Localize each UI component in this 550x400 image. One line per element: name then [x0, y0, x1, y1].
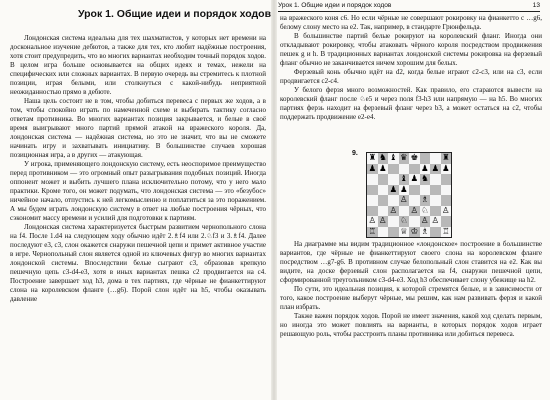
running-head [278, 2, 540, 12]
board-square [441, 227, 452, 238]
board-square [430, 227, 441, 238]
board-square [378, 174, 389, 185]
chess-piece: ♙ [378, 216, 387, 226]
board-square [367, 227, 378, 238]
chess-piece: ♘ [420, 205, 429, 216]
paragraph: Ферзевый конь обычно идёт на d2, когда белые играют c2-c3, или на c3, если продвигается c2-c4. [280, 68, 542, 85]
board-square [388, 174, 399, 185]
board-square [388, 195, 399, 206]
board-square [420, 195, 431, 206]
chess-piece: ♝ [389, 153, 398, 163]
chess-piece: ♚ [410, 153, 419, 163]
board-square [388, 206, 399, 217]
board-square [399, 174, 410, 185]
chess-piece: ♟ [420, 163, 429, 174]
chess-diagram [352, 150, 452, 238]
board-square [441, 174, 452, 185]
chess-piece: ♙ [368, 216, 377, 226]
chess-piece: ♙ [389, 205, 398, 216]
diagram-number: 9. [352, 150, 358, 157]
board-square [409, 153, 420, 164]
left-page [0, 0, 274, 400]
board-square [409, 206, 420, 217]
lesson-title: Урок 1. Общие идеи и порядок ходов [78, 8, 272, 20]
board-square [441, 185, 452, 196]
chess-piece: ♘ [399, 216, 408, 226]
board-square [441, 164, 452, 175]
chess-piece: ♖ [368, 226, 377, 237]
right-body-text-top [280, 14, 542, 122]
paragraph: Также важен порядок ходов. Порой не имеет значения, какой ход сделать первым, но иногда это может повлиять на варианты, в которых порядок ходов играет решающую роль, чтобы расстроить планы противника или добиться перевеса. [280, 312, 542, 338]
board-square [399, 206, 410, 217]
board-square [420, 227, 431, 238]
board-square [430, 195, 441, 206]
board-square [388, 227, 399, 238]
board-square [367, 174, 378, 185]
chess-piece: ♞ [378, 153, 387, 163]
board-square [441, 206, 452, 217]
paragraph: У белого ферзя много возможностей. Как правило, его стараются вывести на королевский фланг после ♘e5 и через поля f3-h3 или напрямую — на h5. Во многих партиях ферзь находит на ферзевый фланг через b3, а может остаться на c2, чтобы поддержать продвижение e2-e4. [280, 86, 542, 121]
chess-piece: ♟ [431, 163, 440, 174]
board-square [399, 216, 410, 227]
chess-piece: ♟ [441, 163, 450, 174]
board-square [420, 164, 431, 175]
board-square [367, 185, 378, 196]
chess-piece: ♙ [399, 195, 408, 205]
chess-piece: ♞ [420, 174, 429, 184]
board-square [388, 216, 399, 227]
board-square [378, 216, 389, 227]
board-square [430, 216, 441, 227]
board-square [367, 206, 378, 217]
board-square [430, 153, 441, 164]
chess-piece: ♕ [399, 226, 408, 237]
chess-piece: ♙ [410, 205, 419, 216]
chess-piece: ♟ [410, 174, 419, 184]
board-square [399, 195, 410, 206]
board-square [430, 206, 441, 217]
board-square [409, 216, 420, 227]
board-square [378, 164, 389, 175]
right-page [274, 0, 550, 400]
chess-piece: ♙ [441, 205, 450, 216]
board-square [420, 206, 431, 217]
board-square [430, 174, 441, 185]
paragraph: Лондонская система идеальна для тех шахматистов, у которых нет времени на доскональное изучение дебютов, а также для тех, кто любит надёжные построения, хотя стоит предупредить, что во многих вариантах необходим точный порядок ходов. В целом игра больше основывается на общих идеях и темах, нежели на специфических или сложных вариантах. В первую очередь вы стремитесь к плотной позиции, играя белыми, или столкнуться с какой-нибудь неприятной неожиданностью прямо в дебюте. [10, 34, 266, 96]
chess-piece: ♟ [389, 184, 398, 195]
chess-piece: ♙ [420, 216, 429, 226]
board-square [420, 174, 431, 185]
board-square [399, 164, 410, 175]
board-square [399, 153, 410, 164]
chess-piece: ♗ [420, 195, 429, 205]
board-square [420, 216, 431, 227]
board-square [441, 153, 452, 164]
right-body-text-bottom [280, 240, 542, 339]
board-square [441, 216, 452, 227]
board-square [378, 195, 389, 206]
chess-piece: ♝ [399, 174, 408, 184]
board-square [420, 153, 431, 164]
chess-board [366, 152, 452, 238]
board-square [367, 216, 378, 227]
board-square [441, 195, 452, 206]
board-square [388, 164, 399, 175]
board-square [378, 227, 389, 238]
paragraph: У игрока, применяющего лондонскую систему, есть неоспоримое преимущество перед противником — это огромный опыт разыгрывания подобных позиций. Иногда оппонент может и выбить лучшего плана исключительно потому, что у него мало практики. Кроме того, он может подумать, что лондонская система — это «безубос» ничейное начало, отпустись к ней легкомысленно и поплатиться за это поражением. А мы будем играть лондонскую систему в ответ на любые построения чёрных, что сэкономит массу времени и усилий для подготовки к партиям. [10, 160, 266, 222]
chess-piece: ♗ [420, 226, 429, 237]
board-square [409, 174, 420, 185]
board-square [409, 227, 420, 238]
board-square [367, 164, 378, 175]
board-square [367, 195, 378, 206]
board-square [409, 164, 420, 175]
paragraph: Лондонская система характеризуется быстрым развитием чернопольного слона на f4. После 1.d4 на следующем ходу обычно идёт 2.♗f4 или 2.♘f3 и 3.♗f4. Далее последуют e3, c3, слон окажется снаружи пешечной цепи и примет активное участие в игре. Чернопольный слон является одной из ключевых фигур во многих вариантах лондонской системы. Впоследствии белые сыграют c3, образовав крепкую пешечную цепь c3-d4-e3, хотя в иных вариантах пешка c2 продвигается на c4. Построение завершает ход h3, дома в тех партиях, где чёрные не фианкеттируют слона на королевском фланге (…g6). Порой слон идёт на h5, чтобы оказывать давление [10, 223, 266, 303]
board-square [378, 206, 389, 217]
paragraph: на вражеского коня c6. Но если чёрные не совершают рокировку на фианкетто с …g6, белому слону место на e2. Так, например, в стандарте Грюнфельда. [280, 14, 542, 31]
page-number: 13 [532, 2, 540, 9]
board-square [388, 185, 399, 196]
board-square [399, 227, 410, 238]
chess-piece: ♟ [399, 184, 408, 195]
board-square [409, 185, 420, 196]
chess-piece: ♟ [378, 163, 387, 174]
chess-piece: ♖ [441, 226, 450, 237]
board-square [367, 153, 378, 164]
chess-piece: ♜ [368, 153, 377, 163]
running-head-title: Урок 1. Общие идеи и порядок ходов [278, 2, 392, 9]
paragraph: На диаграмме мы видим традиционное «лондонское» построение в большинстве вариантов, где чёрные не фианкеттируют своего слона на королевском фланге посредством …g7-g6. В противном случае белопольный слон ставится на e2. Как вы видите, на доске ферзевый слон располагается на f4, снаружи пешечной цепи, сформированной треугольником c3-d4-e3. Ход h3 обеспечивает слону убежище на h2. [280, 240, 542, 284]
board-square [399, 185, 410, 196]
board-square [388, 153, 399, 164]
chess-piece: ♔ [410, 226, 419, 237]
paragraph: По сути, это идеальная позиция, к которой стремятся белые, и в зависимости от того, какое построение выберут чёрные, мы решим, как нам развивать ферзя и какой план избрать. [280, 285, 542, 311]
board-square [378, 153, 389, 164]
chess-piece: ♜ [441, 153, 450, 163]
board-square [409, 195, 420, 206]
left-body-text [10, 34, 266, 304]
board-square [378, 185, 389, 196]
chess-piece: ♟ [368, 163, 377, 174]
board-square [420, 185, 431, 196]
paragraph: В большинстве партий белые рокируют на королевский фланг. Иногда они откладывают рокировку, чтобы атаковать чёрного короля посредством продвижения пешек g и h. В традиционных вариантах лондонской системы рокировка на ферзевый фланг обычно не заканчивается ничем хорошим для белых. [280, 32, 542, 67]
paragraph: Наша цель состоит не в том, чтобы добиться перевеса с первых же ходов, а в том, чтобы спокойно играть по намеченной схеме и выбирать тактику согласно ответам противника. Во многих вариантах позиция закрывается, и белые в своё время выигрывают много партий прямой атакой на вражеского короля. Да, лондонская система — надёжная система, но это не значит, что вы не сможете начинать игру и захватывать инициативу. В большинстве случаев хорошая позиционная игра, а в других — атакующая. [10, 97, 266, 159]
board-square [430, 185, 441, 196]
chess-piece: ♛ [399, 153, 408, 163]
board-square [430, 164, 441, 175]
chess-piece: ♙ [431, 216, 440, 226]
